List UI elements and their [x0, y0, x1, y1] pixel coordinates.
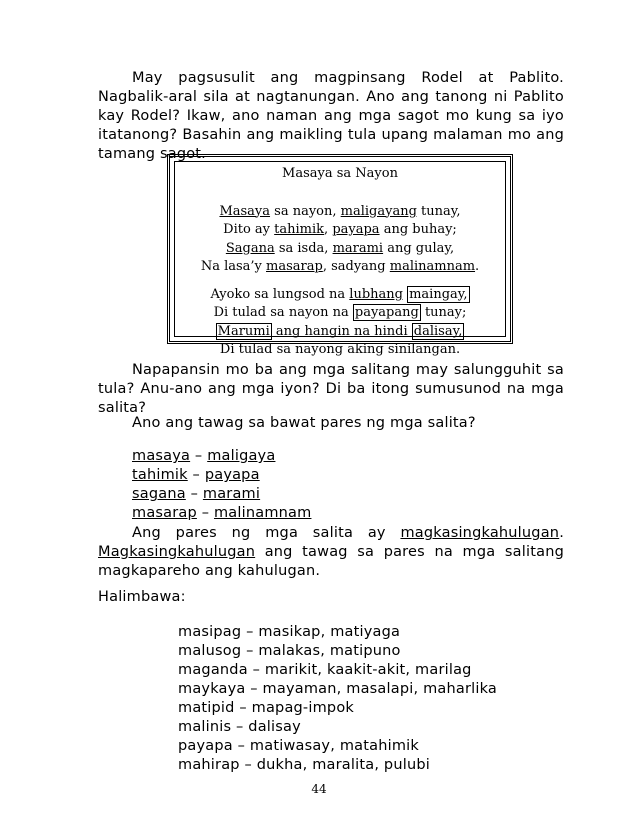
- poem-title: Masaya sa Nayon: [282, 166, 398, 181]
- example-heading: Halimbawa:: [98, 589, 186, 605]
- example-item: maykaya – mayaman, masalapi, maharlika: [178, 681, 497, 697]
- word-pair: [132, 447, 311, 466]
- poem-text: ,: [324, 222, 333, 237]
- page-number: 44: [311, 782, 327, 796]
- word-pair: [132, 466, 311, 485]
- word-pair: [132, 504, 311, 523]
- underlined-word: payapa: [332, 222, 380, 237]
- definition-paragraph: [98, 524, 564, 581]
- pair-word-left: sagana: [132, 486, 186, 502]
- poem-text: ang hangin na hindi: [271, 323, 412, 339]
- underlined-word: Masaya: [219, 203, 271, 219]
- poem: [170, 165, 510, 360]
- boxed-word: payapang: [354, 305, 419, 320]
- pair-word-right: marami: [202, 486, 261, 502]
- pair-dash: –: [185, 486, 203, 502]
- poem-text: tunay;: [420, 305, 467, 320]
- poem-line: [170, 341, 510, 360]
- pair-word-right: malinamnam: [213, 505, 312, 521]
- pair-word-right: maligaya: [207, 448, 276, 464]
- poem-text: Di tulad sa nayong aking sinilangan.: [219, 342, 461, 357]
- poem-text: Na lasa’y: [200, 259, 267, 274]
- poem-text: sa isda,: [274, 240, 333, 256]
- example-item: masipag – masikap, matiyaga: [178, 624, 401, 640]
- question-paragraph: Napapansin mo ba ang mga salitang may salungguhit sa tula? Anu-ano ang mga iyon? Di ba itong sumusunod na mga salita?: [98, 362, 564, 416]
- term-underlined: magkasingkahulugan: [400, 525, 560, 541]
- example-item: matipid – mapag-impok: [178, 700, 354, 716]
- example-item: malinis – dalisay: [178, 719, 301, 735]
- poem-text: ang gulay,: [383, 240, 455, 256]
- underlined-word: lubhang: [349, 286, 403, 302]
- poem-line: [170, 323, 510, 342]
- question-heading: Ano ang tawag sa bawat pares ng mga salita?: [132, 415, 476, 431]
- pair-dash: –: [187, 467, 205, 483]
- example-item: mahirap – dukha, maralita, pulubi: [178, 757, 430, 773]
- poem-line: [170, 258, 510, 277]
- definition-text: .: [559, 525, 564, 541]
- underlined-word: marami: [332, 240, 384, 256]
- poem-line: [170, 286, 510, 305]
- poem-text: .: [475, 259, 480, 274]
- underlined-word: maligayang: [340, 203, 417, 219]
- poem-text: tunay,: [416, 203, 461, 219]
- pair-dash: –: [190, 448, 208, 464]
- example-item: maganda – marikit, kaakit-akit, marilag: [178, 662, 472, 678]
- underlined-word: tahimik: [274, 222, 325, 237]
- poem-line: [170, 203, 510, 222]
- examples-list: [178, 623, 497, 775]
- pair-word-left: masaya: [132, 448, 191, 464]
- poem-line: [170, 240, 510, 259]
- intro-paragraph: May pagsusulit ang magpinsang Rodel at Pablito. Nagbalik-aral sila at nagtanungan. Ano ang tanong ni Pablito kay Rodel? Ikaw, ano naman ang mga sagot mo kung sa iyo itatanong? Basahin ang maikling tula upang malaman mo ang tamang sagot.: [98, 70, 564, 162]
- poem-box: [167, 154, 513, 357]
- term-underlined: Magkasingkahulugan: [98, 544, 256, 560]
- underlined-word: masarap: [266, 259, 323, 274]
- word-pair: [132, 485, 311, 504]
- pair-word-left: tahimik: [132, 467, 188, 483]
- poem-text: , sadyang: [322, 259, 390, 274]
- word-pairs-list: [132, 447, 311, 523]
- poem-text: Dito ay: [223, 222, 275, 237]
- example-item: malusog – malakas, matipuno: [178, 643, 401, 659]
- poem-text: Ayoko sa lungsod na: [210, 286, 350, 302]
- definition-text: ang tawag sa pares na mga salitang magkapareho ang kahulugan.: [98, 544, 564, 579]
- underlined-word: malinamnam: [389, 259, 476, 274]
- poem-text: Di tulad sa nayon na: [213, 305, 353, 320]
- poem-line: [170, 221, 510, 240]
- boxed-word: dalisay,: [413, 323, 463, 339]
- boxed-word: Marumi: [217, 323, 270, 339]
- pair-word-right: payapa: [204, 467, 260, 483]
- underlined-word: Sagana: [225, 240, 275, 256]
- definition-text: Ang pares ng mga salita ay: [132, 525, 401, 541]
- poem-text: ang buhay;: [379, 222, 457, 237]
- poem-text: sa nayon,: [270, 203, 341, 219]
- boxed-word: maingay,: [409, 286, 468, 302]
- poem-line: [170, 304, 510, 323]
- example-item: payapa – matiwasay, matahimik: [178, 738, 419, 754]
- pair-word-left: masarap: [132, 505, 197, 521]
- pair-dash: –: [196, 505, 214, 521]
